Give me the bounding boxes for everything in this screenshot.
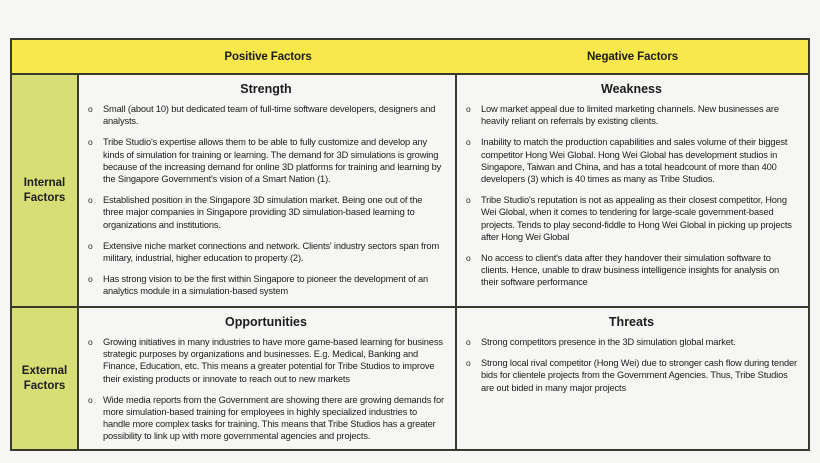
bullet-text: Tribe Studio's reputation is not as appealing as their closest competitor, Hong Wei Global, when it comes to tendering for large-scale government-based projects. Tends to play second-fiddle to Hong Wei Global in picking up projects after Hong Wei Global (481, 195, 792, 242)
bullet-marker-icon: o (88, 195, 93, 206)
bullet-text: Strong competitors presence in the 3D simulation global market. (481, 337, 736, 347)
bullet-item (465, 136, 798, 185)
bullet-marker-icon: o (88, 137, 93, 148)
bullet-text: No access to client's data after they handover their simulation software to clients. Hence, unable to draw business intelligence insights for analysis on their software performance (481, 253, 780, 288)
opportunities-title: Opportunities (225, 315, 307, 329)
internal-factors-row (12, 75, 808, 308)
threats-title: Threats (608, 315, 655, 329)
external-factors-row (12, 308, 808, 449)
bullet-item (465, 357, 798, 394)
opportunities-bullet-list (87, 336, 445, 443)
bullet-text: Inability to match the production capabilities and sales volume of their biggest competitor Hong Wei Global. Hong Wei Global has development studios in Singapore, Taiwan and China, and has a total headcount of more than 400 developers (3) which is 40 times as many as Tribe Studios. (481, 137, 788, 185)
bullet-item (87, 240, 445, 264)
bullet-marker-icon: o (466, 253, 471, 264)
bullet-text: Small (about 10) but dedicated team of full-time software developers, designers and analysts. (103, 104, 436, 127)
bullet-marker-icon: o (88, 274, 93, 285)
threats-cell (457, 308, 808, 449)
bullet-text: Growing initiatives in many industries to have more game-based learning for business strategic purposes by organizations and businesses. E.g. Medical, Banking and Finance, Education, etc. This means a greater potential for Tribe Studios to improve their existing products or innovate to reach out to new markets (103, 337, 443, 384)
strength-cell (79, 75, 457, 306)
bullet-item (465, 194, 798, 243)
bullet-marker-icon: o (88, 240, 93, 251)
strength-bullet-list (87, 103, 445, 298)
bullet-marker-icon: o (88, 337, 93, 347)
bullet-marker-icon: o (466, 195, 471, 206)
factor-cell-internal: Internal Factors (12, 75, 79, 306)
bullet-text: Tribe Studio's expertise allows them to be able to fully customize and develop any kinds of simulation for training or learning. The demand for 3D simulations is growing because of the increasing demand for online 3D platforms for training and learning by the Singapore Government's vision of a Smart Nation (1). (103, 137, 442, 185)
bullet-text: Extensive niche market connections and network. Clients' industry sectors span from military, industrial, higher education to property (2). (103, 240, 440, 264)
factor-cell-external: External Factors (12, 308, 79, 449)
swot-analysis-table (10, 38, 810, 451)
header-positive-factors: Positive Factors (224, 50, 312, 63)
strength-title: Strength (240, 82, 292, 96)
weakness-title: Weakness (601, 82, 662, 96)
bullet-item (87, 336, 445, 385)
bullet-item (87, 273, 445, 297)
threats-bullet-list (465, 336, 798, 394)
bullet-marker-icon: o (88, 394, 93, 405)
bullet-text: Strong local rival competitor (Hong Wei) due to stronger cash flow during tender bids for clientele projects from the Government Agencies. Thus, Tribe Studios are out bided in many major projects (481, 358, 797, 393)
weakness-cell (457, 75, 808, 306)
bullet-marker-icon: o (466, 104, 471, 114)
bullet-marker-icon: o (88, 104, 93, 114)
bullet-text: Low market appeal due to limited marketing channels. New businesses are heavily reliant on referrals by existing clients. (481, 104, 779, 127)
header-row (12, 40, 808, 75)
header-spacer (12, 40, 79, 73)
bullet-item (87, 136, 445, 185)
bullet-text: Wide media reports from the Government are showing there are growing demands for more simulation-based training for employees in highly specialized industries to handle more complex tasks for training. This means that Tribe Studios has a greater possibility to link up with more governmental agencies and projects. (103, 394, 444, 442)
bullet-text: Has strong vision to be the first within Singapore to pioneer the development of an analytics module in a simulation-based system (103, 274, 429, 297)
bullet-item (87, 103, 445, 127)
weakness-bullet-list (465, 103, 798, 289)
bullet-marker-icon: o (466, 358, 471, 369)
bullet-item (87, 394, 445, 443)
bullet-item (87, 194, 445, 231)
bullet-item (465, 103, 798, 127)
bullet-marker-icon: o (466, 137, 471, 148)
bullet-text: Established position in the Singapore 3D simulation market. Being one out of the three major companies in Singapore providing 3D simulation-based learning to organizations and institutions. (103, 195, 423, 230)
opportunities-cell (79, 308, 457, 449)
header-negative-factors: Negative Factors (586, 50, 679, 63)
bullet-item (465, 336, 798, 348)
bullet-item (465, 252, 798, 289)
bullet-marker-icon: o (466, 337, 471, 347)
